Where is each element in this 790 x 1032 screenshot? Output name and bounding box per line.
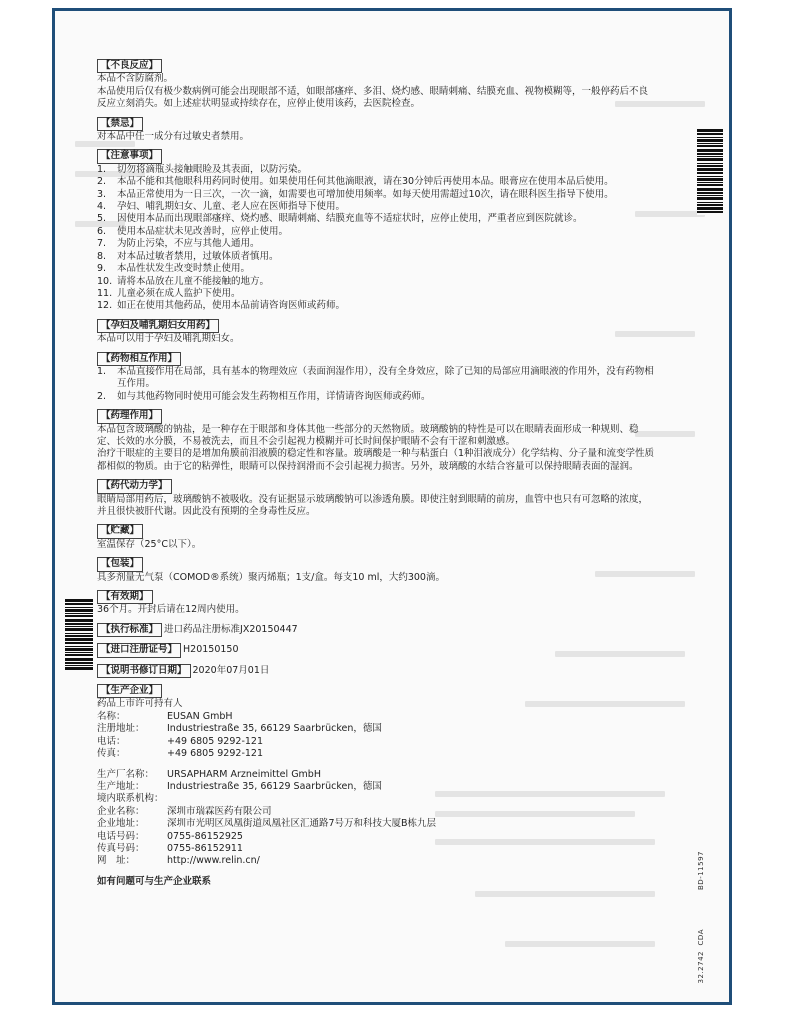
heading-manufacturer: 【生产企业】 (97, 684, 162, 698)
list-item (97, 164, 657, 176)
barcode-stripe (65, 613, 93, 614)
section-precautions (97, 143, 657, 312)
item-number: 9. (97, 263, 107, 275)
field-label: 电话号码： (97, 830, 145, 842)
barcode-stripe (697, 156, 723, 157)
barcode-stripe (65, 654, 93, 656)
barcode-stripe (65, 615, 93, 617)
side-code-3: 32.2742 (697, 951, 705, 984)
field-value: 深圳市光明区凤凰街道凤凰社区汇通路7号万和科技大厦B栋九层 (167, 818, 437, 830)
barcode-stripe (65, 628, 93, 631)
factory-row (97, 781, 657, 793)
holder-row (97, 711, 657, 723)
domestic-row (97, 831, 657, 843)
heading-storage: 【贮藏】 (97, 524, 143, 538)
barcode-stripe (65, 607, 93, 608)
list-item (97, 176, 657, 188)
item-number: 7. (97, 238, 107, 250)
barcode-stripe (697, 129, 723, 132)
section-storage (97, 518, 657, 551)
paragraph: 36个月。开封后请在12周内使用。 (97, 604, 245, 616)
standard-value: 进口药品注册标准JX20150447 (164, 623, 298, 635)
barcode-stripe (697, 176, 723, 177)
field-label: 生产地址： (97, 780, 145, 792)
field-value: EUSAN GmbH (167, 710, 233, 722)
item-number: 1. (97, 163, 107, 175)
barcode-stripe (697, 139, 723, 142)
barcode-stripe (65, 626, 93, 627)
item-text: 如正在使用其他药品，使用本品前请咨询医师或药师。 (117, 300, 346, 312)
field-value: 深圳市瑞霖医药有限公司 (167, 805, 272, 817)
list-item (97, 276, 657, 288)
field-value: Industriestraße 35, 66129 Saarbrücken，德国 (167, 780, 382, 792)
field-value: 0755-86152925 (167, 830, 243, 842)
field-value: Industriestraße 35, 66129 Saarbrücken，德国 (167, 723, 382, 735)
revision-date-value: 2020年07月01日 (192, 664, 270, 676)
barcode-stripe (65, 619, 93, 622)
item-number: 4. (97, 201, 107, 213)
barcode-stripe (65, 635, 93, 637)
list-item (97, 226, 657, 238)
barcode-stripe (697, 192, 723, 194)
item-number: 12. (97, 300, 113, 312)
barcode-stripe (697, 197, 723, 200)
heading-pregnancy: 【孕妇及哺乳期妇女用药】 (97, 319, 219, 333)
section-revision-date (97, 664, 657, 678)
heading-pharmacology: 【药理作用】 (97, 409, 162, 423)
list-item (97, 238, 657, 250)
side-code-1: BD-11597 (697, 851, 705, 890)
barcode-stripe (65, 623, 93, 625)
list-item (97, 300, 657, 312)
item-text: 如与其他药物同时使用可能会发生药物相互作用，详情请咨询医师或药师。 (117, 390, 431, 402)
section-pharmacokinetics (97, 473, 657, 518)
barcode-stripe (697, 153, 723, 155)
barcode-stripe (697, 204, 723, 206)
field-value: 0755-86152911 (167, 842, 243, 854)
field-value: http://www.relin.cn/ (167, 855, 260, 867)
item-number: 2. (97, 390, 107, 402)
leaflet-content (97, 53, 657, 888)
barcode-stripe (697, 145, 723, 147)
domestic-row (97, 843, 657, 855)
barcode-stripe (697, 158, 723, 161)
list-item (97, 288, 657, 300)
field-value: URSAPHARM Arzneimittel GmbH (167, 768, 321, 780)
field-label: 企业地址： (97, 818, 145, 830)
barcode-stripe (65, 658, 93, 661)
item-text: 使用本品症状未见改善时，应停止使用。 (117, 225, 289, 237)
holder-title: 药品上市许可持有人 (97, 698, 183, 710)
paragraph: 治疗干眼症的主要目的是增加角膜前泪液膜的稳定性和容量。玻璃酸是一种与粘蛋白（1种泪液成分）化学结构、分子量和流变学性质都相似的物质。由于它的粘弹性，眼睛可以保持润滑而不会引起视力损害。另外，玻璃酸的水结合容量可以保持眼睛表面的湿润。 (97, 448, 655, 472)
list-item (97, 189, 657, 201)
section-interactions (97, 346, 657, 404)
list-item (97, 263, 657, 275)
domestic-row (97, 806, 657, 818)
barcode-stripe (697, 133, 723, 135)
barcode-left (65, 599, 93, 672)
item-text: 对本品过敏者禁用，过敏体质者慎用。 (117, 250, 279, 262)
heading-revision-date: 【说明书修订日期】 (97, 664, 191, 678)
heading-registration: 【进口注册证号】 (97, 643, 181, 657)
barcode-stripe (65, 638, 93, 641)
barcode-stripe (697, 143, 723, 144)
barcode-stripe (697, 137, 723, 138)
paragraph: 本品可以用于孕妇及哺乳期妇女。 (97, 333, 240, 345)
heading-pharmacokinetics: 【药代动力学】 (97, 479, 172, 493)
section-validity (97, 584, 657, 617)
item-number: 8. (97, 250, 107, 262)
barcode-stripe (697, 211, 723, 213)
barcode-stripe (697, 149, 723, 152)
registration-value: H20150150 (183, 644, 239, 656)
paragraph: 本品包含玻璃酸的钠盐，是一种存在于眼部和身体其他一些部分的天然物质。玻璃酸钠的特性是可以在眼睛表面形成一种规则、稳定、长效的水分膜，不易被洗去，而且不会引起视力模糊并可长时间保护眼睛不会有干涩和刺激感。 (97, 423, 639, 447)
field-label: 企业名称： (97, 805, 145, 817)
item-number: 1. (97, 365, 107, 377)
ghost-line (505, 941, 655, 947)
barcode-stripe (65, 665, 93, 666)
barcode-stripe (65, 648, 93, 651)
heading-standard: 【执行标准】 (97, 623, 162, 637)
holder-row (97, 736, 657, 748)
item-text: 本品直接作用在局部，具有基本的物理效应（表面润湿作用），没有全身效应，除了已知的局部应用滴眼液的作用外，没有药物相互作用。 (117, 365, 654, 390)
barcode-stripe (697, 182, 723, 183)
heading-precautions: 【注意事项】 (97, 149, 162, 163)
domestic-row (97, 855, 657, 867)
ghost-line (475, 891, 655, 897)
barcode-stripe (65, 652, 93, 653)
section-package (97, 551, 657, 584)
item-text: 本品正常使用为一日三次，一次一滴，如需要也可增加使用频率。如每天使用需超过10次，请在眼科医生指导下使用。 (117, 188, 614, 200)
item-number: 3. (97, 188, 107, 200)
item-number: 11. (97, 287, 113, 299)
item-number: 6. (97, 225, 107, 237)
domestic-row (97, 818, 657, 830)
item-text: 儿童必须在成人监护下使用。 (117, 287, 241, 299)
holder-row (97, 723, 657, 735)
heading-contraindications: 【禁忌】 (97, 117, 143, 131)
section-standard (97, 623, 657, 637)
barcode-stripe (65, 603, 93, 605)
paragraph: 本品不含防腐剂。 (97, 73, 174, 85)
side-code-2: CDA (697, 929, 705, 946)
item-text: 孕妇、哺乳期妇女、儿童、老人应在医师指导下使用。 (117, 201, 346, 213)
barcode-stripe (697, 178, 723, 181)
barcode-stripe (697, 207, 723, 210)
field-value: +49 6805 9292-121 (167, 735, 264, 747)
item-number: 10. (97, 275, 113, 287)
barcode-stripe (65, 642, 93, 644)
heading-package: 【包装】 (97, 557, 143, 571)
field-label: 电话： (97, 735, 126, 747)
holder-row (97, 748, 657, 760)
section-registration (97, 643, 657, 657)
leaflet-frame (52, 8, 732, 1005)
field-label: 生产厂名称： (97, 768, 155, 780)
paragraph: 眼睛局部用药后，玻璃酸钠不被吸收。没有证据显示玻璃酸钠可以渗透角膜。即使注射到眼睛的前房，血管中也只有可忽略的浓度，并且很快被肝代谢。因此没有预期的全身毒性反应。 (97, 493, 649, 517)
barcode-stripe (65, 646, 93, 647)
barcode-stripe (65, 599, 93, 602)
section-pharmacology (97, 403, 657, 473)
barcode-stripe (697, 168, 723, 171)
item-number: 2. (97, 176, 107, 188)
field-label: 传真： (97, 748, 126, 760)
section-manufacturer (97, 678, 657, 888)
section-contraindications (97, 111, 657, 144)
barcode-stripe (65, 609, 93, 612)
contact-footer: 如有问题可与生产企业联系 (97, 875, 212, 887)
heading-validity: 【有效期】 (97, 590, 153, 604)
section-pregnancy (97, 313, 657, 346)
list-item (97, 366, 657, 391)
barcode-stripe (697, 165, 723, 167)
item-text: 请将本品放在儿童不能接触的地方。 (117, 275, 270, 287)
heading-adverse-reactions: 【不良反应】 (97, 59, 162, 73)
factory-row (97, 769, 657, 781)
item-text: 因使用本品而出现眼部瘙痒、烧灼感、眼睛刺痛、结膜充血等不适症状时，应停止使用，严重者应到医院就诊。 (117, 213, 583, 225)
section-adverse-reactions (97, 53, 657, 111)
barcode-stripe (697, 172, 723, 174)
field-label: 传真号码： (97, 842, 145, 854)
field-label: 名称： (97, 710, 126, 722)
paragraph: 对本品中任一成分有过敏史者禁用。 (97, 131, 250, 143)
barcode-stripe (697, 202, 723, 203)
item-text: 切勿将滴瓶头接触眼睑及其表面，以防污染。 (117, 163, 308, 175)
paragraph: 室温保存（25°C以下）。 (97, 538, 202, 550)
barcode-stripe (65, 667, 93, 670)
paragraph: 本品使用后仅有极少数病例可能会出现眼部不适，如眼部瘙痒、多泪、烧灼感、眼睛刺痛、结膜充血、视物模糊等，一般停药后不良反应立刻消失。如上述症状明显或持续存在，应停止使用该药，去医院检查。 (97, 85, 649, 110)
domestic-title: 境内联系机构： (97, 793, 164, 805)
barcode-stripe (697, 184, 723, 186)
heading-interactions: 【药物相互作用】 (97, 352, 181, 366)
barcode-stripe (697, 163, 723, 164)
barcode-stripe (697, 195, 723, 196)
field-value: +49 6805 9292-121 (167, 748, 264, 760)
barcode-right (697, 129, 723, 215)
barcode-stripe (697, 188, 723, 191)
item-text: 本品不能和其他眼科用药同时使用。如果使用任何其他滴眼液，请在30分钟后再使用本品。眼膏应在使用本品后使用。 (117, 176, 614, 188)
item-text: 本品性状发生改变时禁止使用。 (117, 263, 251, 275)
list-item (97, 251, 657, 263)
barcode-stripe (65, 633, 93, 634)
list-item (97, 201, 657, 213)
barcode-stripe (65, 662, 93, 664)
list-item (97, 391, 657, 403)
item-number: 5. (97, 213, 107, 225)
field-label: 网 址： (97, 855, 136, 867)
list-item (97, 213, 657, 225)
item-text: 为防止污染，不应与其他人通用。 (117, 238, 260, 250)
field-label: 注册地址： (97, 723, 145, 735)
paragraph: 具多剂量无气泵（COMOD®系统）聚丙烯瓶；1支/盒。每支10 ml，大约300滴。 (97, 571, 445, 583)
